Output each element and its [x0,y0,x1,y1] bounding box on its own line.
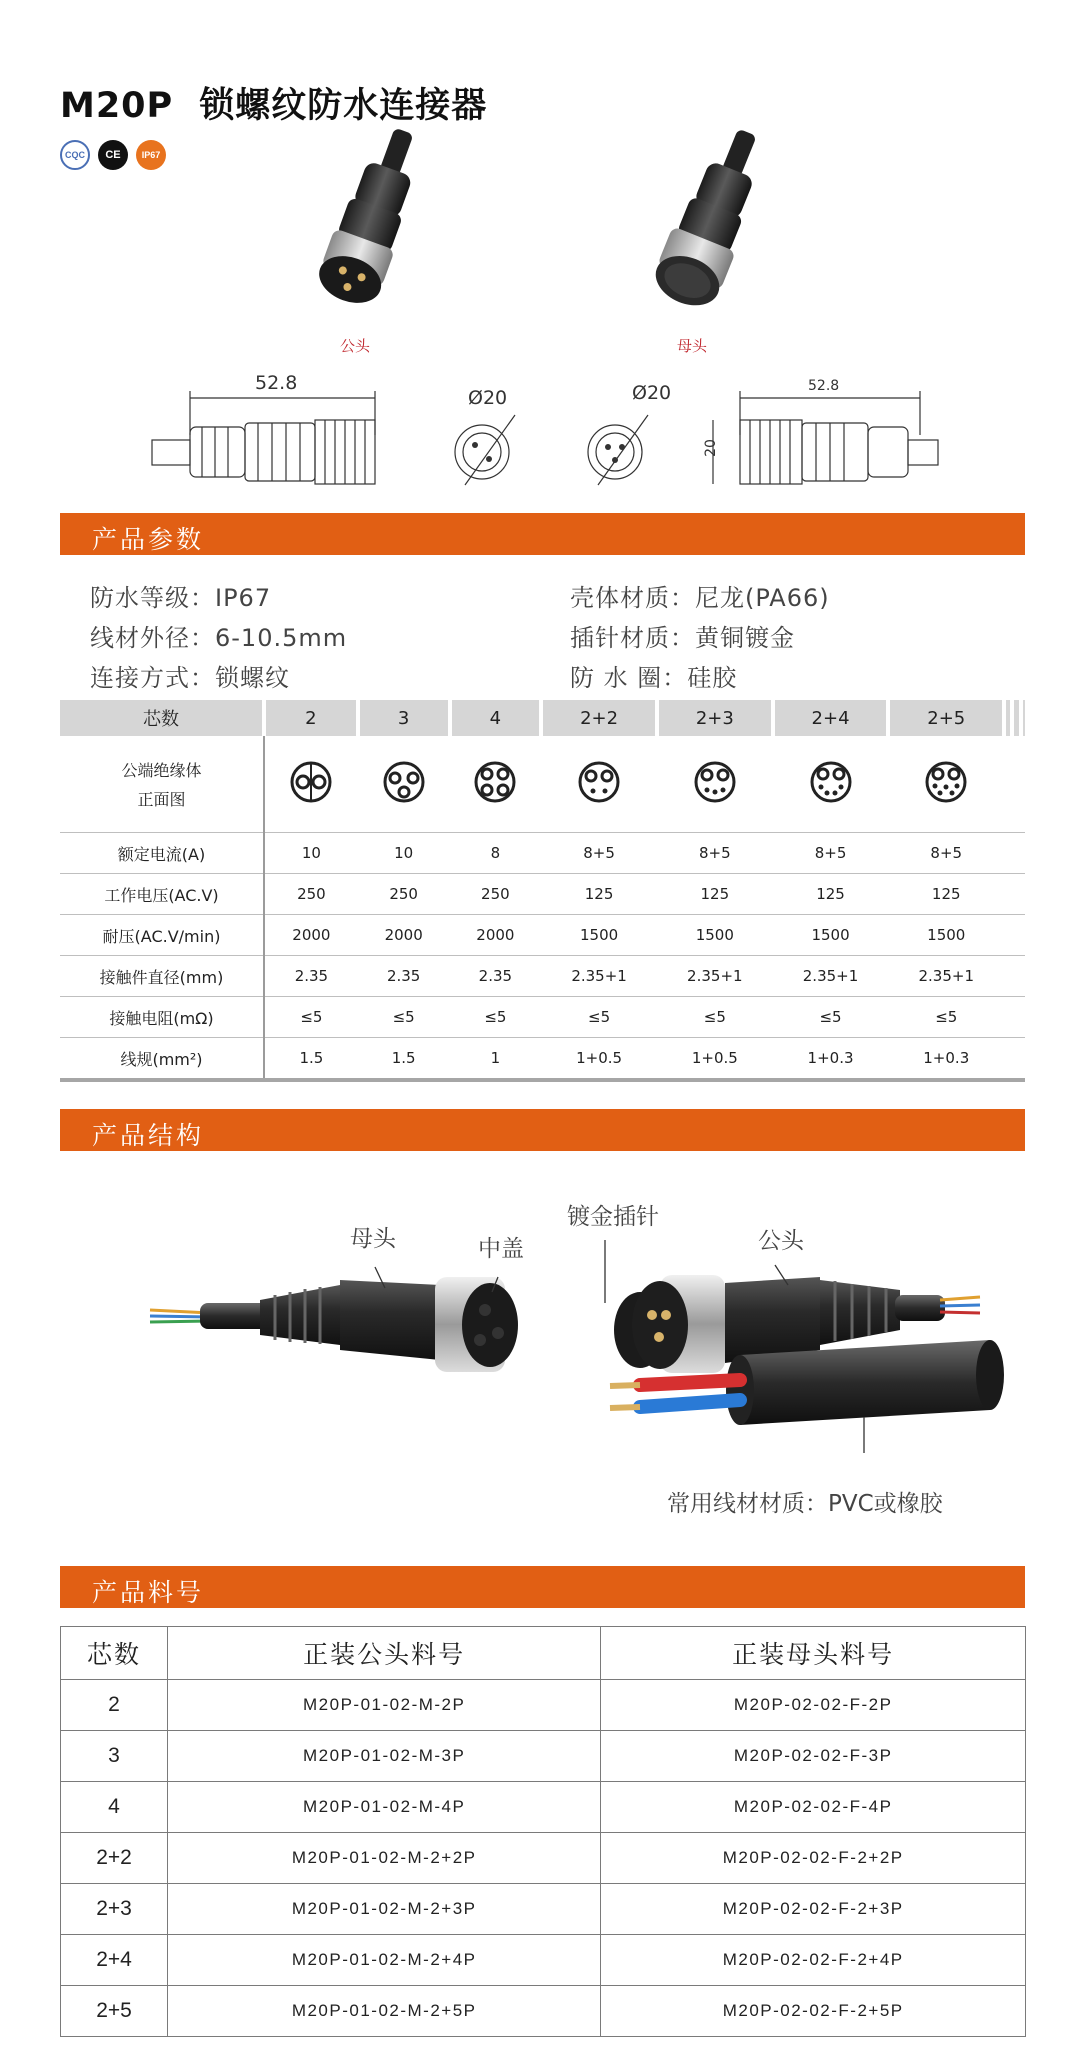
parts-row: 2 M20P-01-02-M-2P M20P-02-02-F-2P [61,1680,1026,1731]
parts-row: 3 M20P-01-02-M-3P M20P-02-02-F-3P [61,1731,1026,1782]
page-title [60,78,487,128]
insulator-2p4-icon [773,736,889,833]
product-title: 锁螺纹防水连接器 [199,86,488,126]
dim-diameter-2: Ø20 [632,382,672,404]
model-name: M20P [60,86,174,126]
core-4: 4 [450,700,542,736]
spec-icon-row [60,736,1025,833]
section-structure-title: 产品结构 [92,1121,205,1150]
certification-badges [60,140,166,170]
spec-table [60,700,1025,1082]
core-2p4: 2+4 [773,700,889,736]
spec-row-voltage: 工作电压(AC.V) 250 250 250 125 125 125 125 [60,874,1025,915]
callout-cable-material: 常用线材材质：PVC或橡胶 [667,1491,943,1517]
param-cable-diameter: 线材外径：6-10.5mm [90,624,348,652]
parts-header-row [61,1627,1026,1680]
spec-row-current: 额定电流(A) 10 10 8 8+5 8+5 8+5 8+5 [60,833,1025,874]
insulator-4-icon [450,736,542,833]
callout-middle-cover: 中盖 [478,1236,524,1262]
core-empty-3 [1021,700,1025,736]
male-connector-image [290,125,450,325]
callout-female: 母头 [350,1226,396,1252]
structure-illustration [140,1185,1010,1505]
parts-header-cores: 芯数 [61,1627,168,1680]
section-parts-title: 产品料号 [92,1578,205,1607]
callout-gold-pin: 镀金插针 [567,1204,659,1230]
core-2p5: 2+5 [888,700,1004,736]
core-empty-1 [1004,700,1012,736]
insulator-3-icon [358,736,450,833]
icon-row-label: 公端绝缘体 正面图 [60,736,264,833]
female-label: 母头 [677,337,708,355]
insulator-2-icon [264,736,358,833]
insulator-2p5-icon [888,736,1004,833]
parts-row: 2+3 M20P-01-02-M-2+3P M20P-02-02-F-2+3P [61,1884,1026,1935]
section-params-bar [60,513,1025,555]
spec-header-label: 芯数 [60,700,264,736]
insulator-2p3-icon [657,736,773,833]
dim-height-right: 20 [702,439,719,457]
core-3: 3 [358,700,450,736]
section-params-title: 产品参数 [92,525,205,554]
parts-row: 2+5 M20P-01-02-M-2+5P M20P-02-02-F-2+5P [61,1986,1026,2037]
param-shell-material: 壳体材质：尼龙(PA66) [570,584,830,612]
param-waterproof: 防水等级：IP67 [90,584,272,612]
cqc-badge-icon: CQC [60,140,90,170]
dim-length-right: 52.8 [808,378,840,394]
spec-row-resistance: 接触电阻(mΩ) ≤5 ≤5 ≤5 ≤5 ≤5 ≤5 ≤5 [60,997,1025,1038]
core-2p2: 2+2 [541,700,657,736]
parts-row: 2+4 M20P-01-02-M-2+4P M20P-02-02-F-2+4P [61,1935,1026,1986]
core-2p3: 2+3 [657,700,773,736]
insulator-2p2-icon [541,736,657,833]
core-empty-2 [1012,700,1020,736]
dim-diameter-1: Ø20 [468,387,508,409]
section-parts-bar [60,1566,1025,1608]
parts-header-male: 正装公头料号 [168,1627,601,1680]
ip67-badge-icon: IP67 [136,140,166,170]
section-structure-bar [60,1109,1025,1151]
spec-row-contact-diameter: 接触件直径(mm) 2.35 2.35 2.35 2.35+1 2.35+1 2.35+1 2.35+1 [60,956,1025,997]
core-2: 2 [264,700,358,736]
parts-row: 2+2 M20P-01-02-M-2+2P M20P-02-02-F-2+2P [61,1833,1026,1884]
spec-row-wire-gauge: 线规(mm²) 1.5 1.5 1 1+0.5 1+0.5 1+0.3 1+0.3 [60,1038,1025,1081]
male-label: 公头 [340,337,371,355]
ce-badge-icon: CE [98,140,128,170]
param-connection: 连接方式：锁螺纹 [90,664,290,692]
spec-header-row [60,700,1025,736]
parts-header-female: 正装母头料号 [601,1627,1026,1680]
parts-table [60,1626,1026,2037]
parts-row: 4 M20P-01-02-M-4P M20P-02-02-F-4P [61,1782,1026,1833]
callout-male: 公头 [758,1228,804,1254]
spec-row-withstand: 耐压(AC.V/min) 2000 2000 2000 1500 1500 1500 1500 [60,915,1025,956]
param-seal: 防 水 圈：硅胶 [570,664,738,692]
param-pin-material: 插针材质：黄铜镀金 [570,624,795,652]
female-connector-image [630,125,790,325]
dim-length-left: 52.8 [255,372,298,394]
